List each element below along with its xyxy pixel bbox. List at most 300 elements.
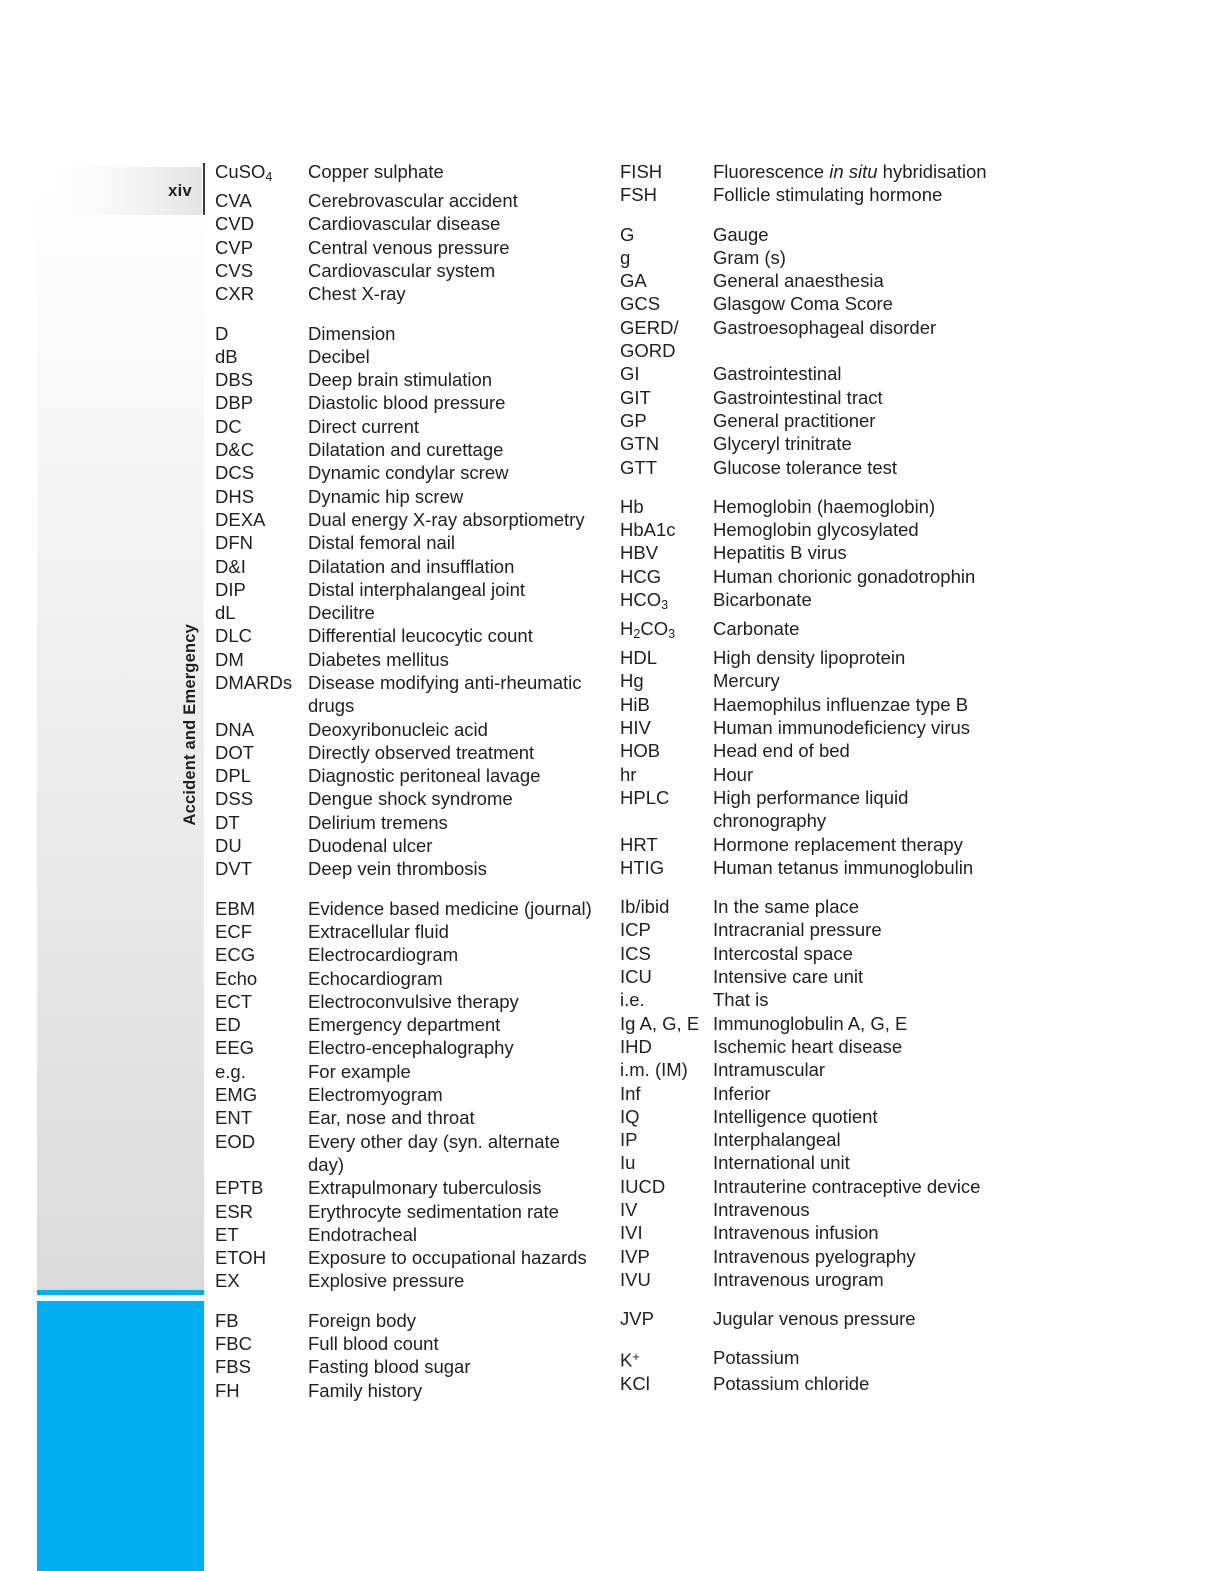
abbreviation-term: ET (215, 1223, 239, 1245)
abbreviation-term: D (215, 322, 229, 344)
page-number: xiv (168, 181, 192, 200)
abbreviation-definition: Fluorescence in situ hybridisation (713, 161, 987, 182)
abbreviation-entry (620, 1372, 1015, 1395)
abbreviation-term: EPTB (215, 1177, 264, 1199)
abbreviation-definition: Potassium chloride (713, 1373, 870, 1395)
abbreviation-entry (215, 648, 600, 671)
abbreviation-entry (215, 1060, 600, 1083)
abbreviation-term: DM (215, 648, 244, 670)
abbreviation-definition: Gram (s) (713, 246, 786, 268)
abbreviation-term: GIT (620, 386, 651, 408)
abbreviation-entry (620, 362, 1015, 385)
abbreviation-entry (215, 555, 600, 578)
abbreviation-entry (215, 1355, 600, 1378)
abbreviation-entry (620, 1151, 1015, 1174)
abbreviation-definition: Direct current (308, 415, 420, 437)
abbreviation-term: K+ (620, 1349, 640, 1371)
abbreviation-entry (620, 588, 1015, 617)
abbreviation-definition: Foreign body (308, 1309, 416, 1331)
abbreviation-definition: Full blood count (308, 1333, 439, 1355)
abbreviation-entry (620, 763, 1015, 786)
abbreviation-entry (620, 856, 1015, 879)
abbreviation-term: DBS (215, 369, 254, 391)
folio-divider-rule (203, 163, 205, 215)
abbreviation-definition: Intelligence quotient (713, 1105, 878, 1127)
abbreviation-term: FBC (215, 1333, 252, 1355)
abbreviation-term: EEG (215, 1037, 255, 1059)
abbreviation-definition: Human tetanus immunoglobulin (713, 856, 974, 878)
abbreviation-definition: Hepatitis B virus (713, 542, 847, 564)
abbreviation-entry (620, 716, 1015, 739)
abbreviation-term: HRT (620, 833, 658, 855)
abbreviation-definition: Directly observed treatment (308, 741, 535, 763)
abbreviation-term: IP (620, 1129, 638, 1151)
abbreviation-entry (215, 834, 600, 857)
abbreviation-definition: Deep brain stimulation (308, 369, 493, 391)
abbreviation-definition: Decibel (308, 345, 370, 367)
abbreviation-term: CVS (215, 259, 254, 281)
abbreviation-entry (215, 741, 600, 764)
abbreviation-term: ECT (215, 990, 252, 1012)
abbreviation-entry (215, 1176, 600, 1199)
abbreviation-term: GTN (620, 433, 660, 455)
abbreviation-entry (215, 1200, 600, 1223)
abbreviation-definition: Cardiovascular system (308, 259, 496, 281)
abbreviation-entry (620, 1198, 1015, 1221)
abbreviation-definition: Potassium (713, 1347, 800, 1369)
abbreviation-definition: Intercostal space (713, 942, 853, 964)
abbreviation-term: EX (215, 1270, 240, 1292)
abbreviation-definition: Delirium tremens (308, 811, 448, 833)
abbreviation-entry (215, 811, 600, 834)
abbreviation-term: g (620, 246, 631, 268)
abbreviation-definition: Hour (713, 763, 754, 785)
abbreviation-definition: Intracranial pressure (713, 919, 882, 941)
abbreviation-definition: Gastrointestinal tract (713, 386, 883, 408)
abbreviation-entry (620, 1175, 1015, 1198)
abbreviation-definition: Interphalangeal (713, 1129, 841, 1151)
abbreviation-definition: Human chorionic gonadotrophin (713, 565, 976, 587)
abbreviation-definition: Intravenous urogram (713, 1268, 884, 1290)
abbreviation-term: ETOH (215, 1247, 267, 1269)
abbreviation-entry (215, 967, 600, 990)
abbreviation-term: GCS (620, 293, 661, 315)
abbreviation-definition: Dilatation and curettage (308, 439, 504, 461)
abbreviation-term: DNA (215, 718, 255, 740)
abbreviation-entry (620, 1082, 1015, 1105)
abbreviation-column-left (215, 160, 600, 1402)
abbreviation-definition: Fasting blood sugar (308, 1356, 471, 1378)
abbreviation-term: DBP (215, 392, 254, 414)
abbreviation-term: DIP (215, 578, 246, 600)
abbreviation-definition: Hormone replacement therapy (713, 833, 963, 855)
abbreviation-definition: Exposure to occupational hazards (308, 1247, 587, 1269)
abbreviation-term: i.e. (620, 989, 645, 1011)
abbreviation-entry (620, 942, 1015, 965)
abbreviation-term: CVD (215, 213, 255, 235)
abbreviation-term: Iu (620, 1152, 636, 1174)
abbreviation-definition: Human immunodeficiency virus (713, 717, 971, 739)
abbreviation-entry (620, 565, 1015, 588)
abbreviation-definition: Every other day (syn. alternate day) (308, 1130, 560, 1175)
abbreviation-term: DC (215, 415, 242, 437)
abbreviation-entry (620, 669, 1015, 692)
abbreviation-entry (620, 646, 1015, 669)
abbreviation-entry (215, 920, 600, 943)
abbreviation-term: JVP (620, 1308, 654, 1330)
abbreviation-entry (215, 415, 600, 438)
abbreviation-entry (620, 409, 1015, 432)
abbreviation-definition: Glucose tolerance test (713, 456, 898, 478)
abbreviation-entry (620, 223, 1015, 246)
abbreviation-term: Hg (620, 670, 644, 692)
abbreviation-definition: For example (308, 1060, 411, 1082)
abbreviation-entry (620, 617, 1015, 646)
abbreviation-term: DU (215, 835, 242, 857)
abbreviation-term: HIV (620, 717, 651, 739)
letter-group-gap (215, 881, 600, 897)
chapter-tab-label (37, 160, 204, 1290)
abbreviation-entry (215, 718, 600, 741)
abbreviation-definition: High performance liquid chronography (713, 786, 909, 832)
abbreviation-term: hr (620, 763, 637, 785)
letter-group-gap (620, 1330, 1015, 1346)
abbreviation-term: CVP (215, 236, 254, 258)
abbreviation-entry (215, 943, 600, 966)
edge-thumb-tab (37, 160, 204, 1571)
abbreviation-term: KCl (620, 1373, 650, 1395)
abbreviation-term: Hb (620, 495, 644, 517)
letter-group-gap (620, 207, 1015, 223)
abbreviation-entry (215, 1309, 600, 1332)
abbreviation-entry (215, 897, 600, 920)
abbreviation-definition: Ear, nose and throat (308, 1107, 475, 1129)
abbreviation-entry (620, 1268, 1015, 1291)
abbreviation-definition: Endotracheal (308, 1223, 418, 1245)
abbreviation-entry (620, 965, 1015, 988)
letter-group-gap (215, 306, 600, 322)
abbreviation-term: HDL (620, 647, 658, 669)
abbreviation-entry (215, 160, 600, 189)
abbreviation-term: ICP (620, 919, 651, 941)
abbreviation-entry (620, 739, 1015, 762)
letter-group-gap (620, 479, 1015, 495)
abbreviation-entry (215, 1130, 600, 1177)
abbreviation-entry (215, 236, 600, 259)
abbreviation-term: EOD (215, 1130, 256, 1152)
abbreviation-term: Echo (215, 967, 258, 989)
abbreviation-entry (215, 1223, 600, 1246)
abbreviation-entry (620, 160, 1015, 183)
abbreviation-term: HBV (620, 542, 659, 564)
abbreviation-definition: In the same place (713, 896, 860, 918)
abbreviation-definition: That is (713, 989, 769, 1011)
abbreviation-term: CuSO$_4$ (215, 161, 273, 184)
abbreviation-entry (620, 292, 1015, 315)
abbreviation-definition: Follicle stimulating hormone (713, 184, 943, 206)
abbreviation-definition: Duodenal ulcer (308, 835, 433, 857)
abbreviation-entry (215, 1246, 600, 1269)
abbreviation-term: ECG (215, 944, 256, 966)
abbreviation-entry (620, 386, 1015, 409)
abbreviation-definition: Haemophilus influenzae type B (713, 693, 969, 715)
abbreviation-entry (620, 495, 1015, 518)
abbreviation-term: dB (215, 345, 238, 367)
abbreviation-entry (620, 183, 1015, 206)
abbreviation-term: dL (215, 602, 236, 624)
abbreviation-definition: Diabetes mellitus (308, 648, 449, 670)
abbreviation-entry (620, 1346, 1015, 1372)
abbreviation-definition: Glasgow Coma Score (713, 293, 893, 315)
abbreviation-entry (215, 368, 600, 391)
abbreviation-entry (215, 787, 600, 810)
abbreviation-term: ECF (215, 920, 252, 942)
letter-group-gap (620, 1291, 1015, 1307)
abbreviation-entry (620, 432, 1015, 455)
abbreviation-entry (620, 988, 1015, 1011)
abbreviation-definition: Erythrocyte sedimentation rate (308, 1200, 559, 1222)
abbreviation-term: DLC (215, 625, 253, 647)
abbreviation-term: DVT (215, 858, 252, 880)
abbreviation-term: GI (620, 363, 640, 385)
abbreviation-term: HPLC (620, 786, 670, 808)
abbreviation-term: EBM (215, 897, 256, 919)
abbreviation-term: IHD (620, 1035, 652, 1057)
abbreviation-entry (620, 833, 1015, 856)
abbreviation-definition: Head end of bed (713, 740, 850, 762)
abbreviation-term: ICS (620, 942, 651, 964)
abbreviation-definition: Dynamic hip screw (308, 485, 464, 507)
abbreviation-definition: Differential leucocytic count (308, 625, 533, 647)
abbreviation-term: FH (215, 1379, 240, 1401)
abbreviation-term: DHS (215, 485, 255, 507)
abbreviation-term: HiB (620, 693, 650, 715)
abbreviation-entry (215, 1036, 600, 1059)
abbreviation-definition: Electromyogram (308, 1084, 443, 1106)
abbreviation-term: DSS (215, 788, 254, 810)
abbreviation-column-right (620, 160, 1015, 1395)
abbreviation-definition: Intravenous pyelography (713, 1245, 916, 1267)
abbreviation-entry (620, 316, 1015, 363)
abbreviation-entry (215, 189, 600, 212)
abbreviation-entry (215, 764, 600, 787)
abbreviation-entry (215, 345, 600, 368)
abbreviation-term: DOT (215, 741, 255, 763)
abbreviation-entry (215, 461, 600, 484)
abbreviation-term: Inf (620, 1082, 641, 1104)
abbreviation-term: IVU (620, 1268, 651, 1290)
abbreviation-entry (620, 1035, 1015, 1058)
abbreviation-definition: Gastroesophageal disorder (713, 316, 937, 338)
abbreviation-definition: Distal interphalangeal joint (308, 578, 525, 600)
abbreviation-entry (215, 1013, 600, 1036)
abbreviation-definition: Bicarbonate (713, 589, 812, 611)
abbreviation-definition: General practitioner (713, 409, 876, 431)
abbreviation-definition: Deep vein thrombosis (308, 858, 487, 880)
chapter-tab-label-text: Accident and Emergency (181, 624, 199, 826)
abbreviation-term: HbA1c (620, 519, 676, 541)
abbreviation-term: DT (215, 811, 240, 833)
abbreviation-entry (215, 857, 600, 880)
abbreviation-entry (215, 438, 600, 461)
abbreviation-entry (620, 1307, 1015, 1330)
abbreviation-definition: Central venous pressure (308, 236, 510, 258)
abbreviation-term: CXR (215, 283, 255, 305)
abbreviation-definition: Diagnostic peritoneal lavage (308, 765, 541, 787)
abbreviation-definition: General anaesthesia (713, 270, 884, 292)
abbreviation-term: GA (620, 270, 647, 292)
abbreviation-definition: Distal femoral nail (308, 532, 456, 554)
abbreviation-term: $H_2CO_3$ (620, 618, 676, 641)
abbreviation-term: ENT (215, 1107, 252, 1129)
abbreviation-entry (620, 1221, 1015, 1244)
abbreviation-definition: Dengue shock syndrome (308, 788, 513, 810)
abbreviation-definition: Electroconvulsive therapy (308, 990, 519, 1012)
abbreviation-definition: Dilatation and insufflation (308, 555, 515, 577)
abbreviation-definition: Disease modifying anti-rheumatic drugs (308, 672, 582, 717)
abbreviation-term: $HCO_3$ (620, 589, 669, 612)
abbreviation-definition: High density lipoprotein (713, 647, 906, 669)
abbreviation-term: DEXA (215, 508, 266, 530)
abbreviation-definition: Diastolic blood pressure (308, 392, 506, 414)
abbreviation-definition: Gauge (713, 223, 769, 245)
abbreviation-entry (215, 624, 600, 647)
abbreviation-term: Ib/ibid (620, 896, 670, 918)
abbreviation-term: Ig A, G, E (620, 1012, 700, 1034)
abbreviation-entry (215, 601, 600, 624)
abbreviation-definition: Dual energy X-ray absorptiometry (308, 508, 585, 530)
edge-tab-accent-block (37, 1301, 204, 1571)
abbreviation-term: ED (215, 1014, 241, 1036)
abbreviation-definition: Immunoglobulin A, G, E (713, 1012, 908, 1034)
abbreviation-term: HTIG (620, 856, 665, 878)
abbreviation-entry (620, 1128, 1015, 1151)
abbreviation-term: ICU (620, 966, 652, 988)
abbreviation-term: HCG (620, 565, 662, 587)
abbreviation-definition: Mercury (713, 670, 780, 692)
abbreviation-definition: Echocardiogram (308, 967, 443, 989)
abbreviation-definition: Extracellular fluid (308, 920, 449, 942)
abbreviation-definition: Extrapulmonary tuberculosis (308, 1177, 542, 1199)
abbreviation-term: HOB (620, 740, 661, 762)
abbreviation-definition: Chest X-ray (308, 283, 406, 305)
abbreviation-definition: Glyceryl trinitrate (713, 433, 852, 455)
abbreviation-entry (215, 485, 600, 508)
abbreviation-entry (215, 990, 600, 1013)
abbreviation-entry (620, 918, 1015, 941)
abbreviation-term: IV (620, 1199, 638, 1220)
abbreviation-term: DPL (215, 765, 251, 787)
abbreviation-definition: Electro-encephalography (308, 1037, 514, 1059)
abbreviation-definition: Dynamic condylar screw (308, 462, 509, 484)
abbreviation-definition: Inferior (713, 1082, 771, 1104)
abbreviation-term: DMARDs (215, 672, 293, 693)
abbreviation-entry (620, 456, 1015, 479)
abbreviation-entry (215, 212, 600, 235)
abbreviation-term: D&I (215, 555, 246, 577)
abbreviation-entry (215, 282, 600, 305)
abbreviation-definition: Intravenous (713, 1199, 810, 1220)
abbreviation-definition: Dimension (308, 322, 396, 344)
abbreviation-definition: Intrauterine contraceptive device (713, 1175, 981, 1197)
abbreviation-entry (215, 1269, 600, 1292)
abbreviation-definition: Evidence based medicine (journal) (308, 897, 592, 919)
abbreviation-entry (215, 1083, 600, 1106)
abbreviation-term: G (620, 223, 635, 245)
abbreviation-term: EMG (215, 1084, 258, 1106)
abbreviation-entry (620, 1058, 1015, 1081)
letter-group-gap (620, 879, 1015, 895)
abbreviation-entry (620, 895, 1015, 918)
abbreviation-definition: Family history (308, 1379, 423, 1401)
abbreviation-definition: Copper sulphate (308, 161, 444, 182)
abbreviation-term: D&C (215, 439, 255, 461)
abbreviation-definition: Carbonate (713, 618, 800, 640)
abbreviation-term: IVI (620, 1222, 643, 1244)
abbreviation-entry (620, 1012, 1015, 1035)
abbreviation-term: e.g. (215, 1060, 246, 1082)
abbreviation-entry (215, 1379, 600, 1402)
abbreviation-term: FSH (620, 184, 657, 206)
abbreviation-term: FISH (620, 161, 663, 182)
abbreviation-entry (215, 508, 600, 531)
abbreviation-entry (620, 693, 1015, 716)
abbreviation-entry (620, 1105, 1015, 1128)
abbreviation-term: IQ (620, 1105, 640, 1127)
abbreviation-entry (215, 259, 600, 282)
abbreviation-definition: Emergency department (308, 1014, 501, 1036)
abbreviation-definition: Cardiovascular disease (308, 213, 501, 235)
abbreviation-term: GERD/ GORD (620, 316, 679, 362)
abbreviation-entry (620, 541, 1015, 564)
abbreviation-definition: Hemoglobin glycosylated (713, 519, 919, 541)
abbreviation-entry (215, 1332, 600, 1355)
abbreviation-definition: Gastrointestinal (713, 363, 842, 385)
abbreviation-definition: Ischemic heart disease (713, 1035, 903, 1057)
abbreviation-definition: Jugular venous pressure (713, 1308, 916, 1330)
abbreviation-entry (215, 671, 600, 718)
abbreviation-definition: Explosive pressure (308, 1270, 465, 1292)
abbreviation-entry (620, 269, 1015, 292)
abbreviation-definition: Electrocardiogram (308, 944, 459, 966)
abbreviation-entry (620, 518, 1015, 541)
abbreviation-entry (215, 578, 600, 601)
abbreviation-definition: Decilitre (308, 602, 375, 624)
abbreviation-term: CVA (215, 190, 252, 212)
abbreviation-entry (215, 391, 600, 414)
abbreviation-definition: Intramuscular (713, 1059, 826, 1081)
abbreviation-term: i.m. (IM) (620, 1059, 688, 1081)
abbreviation-term: DFN (215, 532, 254, 554)
abbreviation-term: FB (215, 1309, 239, 1331)
abbreviation-definition: Cerebrovascular accident (308, 190, 518, 212)
abbreviation-entry (215, 322, 600, 345)
abbreviation-definition: Intensive care unit (713, 966, 864, 988)
abbreviation-definition: Intravenous infusion (713, 1222, 879, 1244)
abbreviation-term: GP (620, 409, 647, 431)
abbreviation-term: IVP (620, 1245, 650, 1267)
abbreviation-definition: International unit (713, 1152, 850, 1174)
abbreviation-term: ESR (215, 1200, 254, 1222)
abbreviation-term: DCS (215, 462, 255, 484)
abbreviation-entry (620, 246, 1015, 269)
abbreviation-term: GTT (620, 456, 657, 478)
abbreviation-entry (215, 531, 600, 554)
letter-group-gap (215, 1293, 600, 1309)
abbreviation-entry (215, 1106, 600, 1129)
abbreviation-definition: Deoxyribonucleic acid (308, 718, 488, 740)
abbreviation-term: IUCD (620, 1175, 666, 1197)
